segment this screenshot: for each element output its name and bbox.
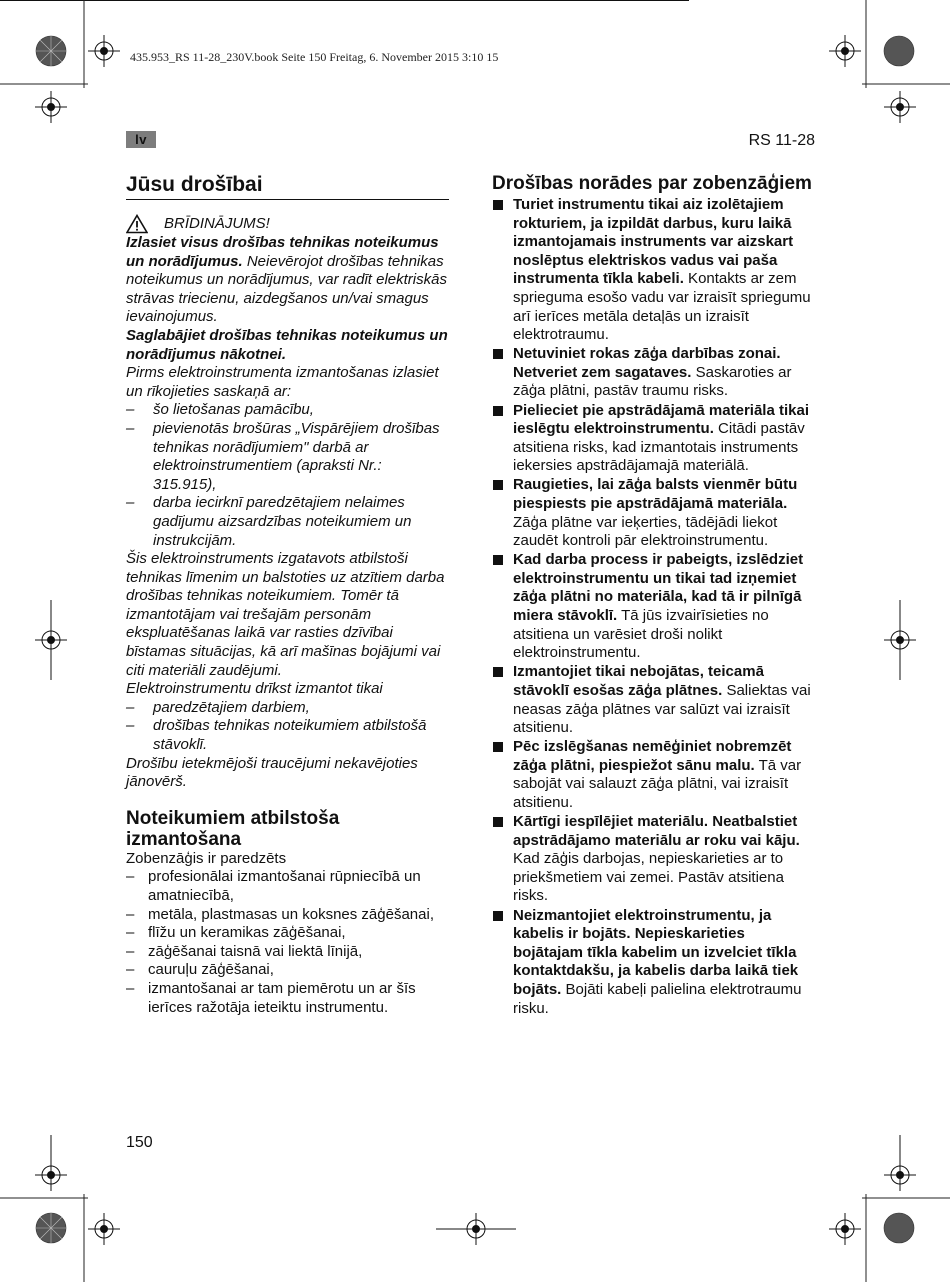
paragraph: Šis elektroinstruments izgatavots atbilstoši tehnikas līmenim un balstoties uz atzītiem darba drošības tehnikas noteikumiem. Tomēr tā izmantotājam vai trešajām personām ekspluatēšanas laikā var rasties dzīvībai bīstamas situācijas, kā arī mašīnas bojājumi vai citi materiāli zaudējumi. xyxy=(126,550,445,679)
list-item xyxy=(492,738,815,812)
use-list xyxy=(126,699,449,755)
left-column xyxy=(126,172,449,1017)
bullet-square-icon xyxy=(493,911,503,921)
item-bold: Izmantojiet tikai nebojātas, teicamā stāvoklī esošas zāģa plātnes. xyxy=(513,663,764,699)
bullet-square-icon xyxy=(493,200,503,210)
list-item: – cauruļu zāģēšanai, xyxy=(126,961,449,980)
warning-label: BRĪDINĀJUMS! xyxy=(164,215,270,232)
item-bold: Netuviniet rokas zāģa darbības zonai. Netveriet zem sagataves. xyxy=(513,345,781,381)
item-text: Citādi pastāv atsitiena risks, kad izmantotais instruments iekersies apstrādājamajā materiālā. xyxy=(513,420,805,475)
paragraph: Elektroinstrumentu drīkst izmantot tikai xyxy=(126,680,383,698)
bullet-square-icon xyxy=(493,817,503,827)
item-text: Bojāti kabeļi palielina elektrotraumu risku. xyxy=(513,980,802,1017)
bullet-square-icon xyxy=(493,667,503,677)
list-item: – pievienotās brošūras „Vispārējiem drošības tehnikas norādījumiem" darbā ar elektroinstrumentiem (apraksti Nr.: 315.915), xyxy=(126,420,449,494)
item-text: Kad zāģis darbojas, nepieskarieties ar to priekšmetiem vai zemei. Pastāv atsitiena risks. xyxy=(513,850,784,905)
list-item xyxy=(492,551,815,663)
list-item: – metāla, plastmasas un koksnes zāģēšanai, xyxy=(126,906,449,925)
model-name: RS 11-28 xyxy=(748,132,815,149)
right-column xyxy=(492,172,815,1019)
item-bold: Pēc izslēgšanas nemēģiniet nobremzēt zāģa plātni, piespiežot sānu malu. xyxy=(513,738,792,774)
list-item: – profesionālai izmantošanai rūpniecībā un amatniecībā, xyxy=(126,868,449,905)
page-number: 150 xyxy=(126,1134,153,1151)
list-item xyxy=(492,476,815,550)
read-list xyxy=(126,401,449,550)
section-intro: Zobenzāģis ir paredzēts xyxy=(126,849,287,867)
item-bold: Neizmantojiet elektroinstrumentu, ja kabelis ir bojāts. Nepieskarieties bojātajam tīkla kabelim un izvelciet tīkla kontaktdakšu, ja kabelis darba laikā tiek bojāts. xyxy=(513,906,799,998)
item-bold: Kad darba process ir pabeigts, izslēdziet elektroinstrumentu un tikai tad izņemiet zāģa plātni no materiāla, kad tā ir pilnīgā miera stāvoklī. xyxy=(513,551,804,625)
bullet-square-icon xyxy=(493,480,503,490)
bullet-square-icon xyxy=(493,742,503,752)
item-text: Zāģa plātne var ieķerties, tādējādi liekot zaudēt kontroli pār elektroinstrumentu. xyxy=(513,513,778,550)
list-item xyxy=(492,907,815,1019)
warning-paragraph xyxy=(126,234,449,327)
list-item: – paredzētajiem darbiem, xyxy=(126,699,449,718)
warning-bold-2: Saglabājiet drošības tehnikas noteikumus un norādījumus nākotnei. xyxy=(126,326,448,363)
list-item: – izmantošanai ar tam piemērotu un ar šīs ierīces ražotāja ieteiktu instrumentu. xyxy=(126,980,449,1017)
item-text: Saskaroties ar zāģa plātni, pastāv traumu risks. xyxy=(513,363,792,400)
list-item xyxy=(492,402,815,476)
bullet-square-icon xyxy=(493,349,503,359)
list-item: – flīžu un keramikas zāģēšanai, xyxy=(126,924,449,943)
list-item xyxy=(492,345,815,401)
list-item xyxy=(492,196,815,345)
language-badge: lv xyxy=(126,131,156,148)
bullet-square-icon xyxy=(493,555,503,565)
item-text: Kontakts ar zem sprieguma esošo vadu var izraisīt spriegumu arī ierīces metāla detaļās un izraisīt elektrotraumu. xyxy=(513,270,811,344)
section-title-safety: Jūsu drošībai xyxy=(126,172,449,200)
warning-triangle-icon xyxy=(126,214,148,234)
intro-text: Pirms elektroinstrumenta izmantošanas izlasiet un rīkojieties saskaņā ar: xyxy=(126,364,439,400)
print-file-header: 435.953_RS 11-28_230V.book Seite 150 Freitag, 6. November 2015 3:10 15 xyxy=(130,50,499,64)
list-item: – zāģēšanai taisnā vai liektā līnijā, xyxy=(126,943,449,962)
item-bold: Pielieciet pie apstrādājamā materiāla tikai ieslēgtu elektroinstrumentu. xyxy=(513,401,809,438)
item-text: Tā jūs izvairīsieties no atsitiena un varēsiet droši nolikt elektroinstrumentu. xyxy=(513,607,769,662)
item-bold: Kārtīgi iespīlējiet materiālu. Neatbalstiet apstrādājamo materiālu ar roku vai kāju. xyxy=(513,813,800,849)
safety-list xyxy=(492,196,815,1018)
list-item xyxy=(492,813,815,906)
item-bold: Raugieties, lai zāģa balsts vienmēr būtu piespiests pie apstrādājamā materiāla. xyxy=(513,476,798,512)
list-item: – šo lietošanas pamācību, xyxy=(126,401,449,420)
paragraph: Drošību ietekmējoši traucējumi nekavējoties jānovērš. xyxy=(126,754,418,791)
list-item: – darba iecirknī paredzētajiem nelaimes gadījumu aizsardzības noteikumiem un instrukcijām. xyxy=(126,494,449,550)
warning-heading xyxy=(126,214,449,234)
warning-bold-1: Izlasiet visus drošības tehnikas noteikumus un norādījumus. xyxy=(126,234,439,270)
list-item: – drošības tehnikas noteikumiem atbilstošā stāvoklī. xyxy=(126,717,449,754)
bullet-square-icon xyxy=(493,406,503,416)
section-title-saw-safety: Drošības norādes par zobenzāģiem xyxy=(492,173,812,194)
item-text: Saliektas vai neasas zāģa plātnes var salūzt vai izraisīt atsitienu. xyxy=(513,681,811,737)
warning-text-1: Neievērojot drošības tehnikas noteikumus un norādījumus, var radīt elektriskās strāvas triecienu, aizdegšanos un/vai smagus ievainojumus. xyxy=(126,252,447,326)
list-item xyxy=(492,663,815,737)
item-text: Tā var sabojāt vai salauzt zāģa plātni, vai izraisīt atsitienu. xyxy=(513,756,802,811)
intended-use-list xyxy=(126,868,449,1017)
section-title-intended-use: Noteikumiem atbilstoša izmantošana xyxy=(126,807,340,850)
item-bold: Turiet instrumentu tikai aiz izolētajiem rokturiem, ja izpildāt darbus, kuru laikā izmantojamais instruments var aizskart noslēptus elektriskos vadus vai paša instrumenta tīkla kabeli. xyxy=(513,196,794,288)
